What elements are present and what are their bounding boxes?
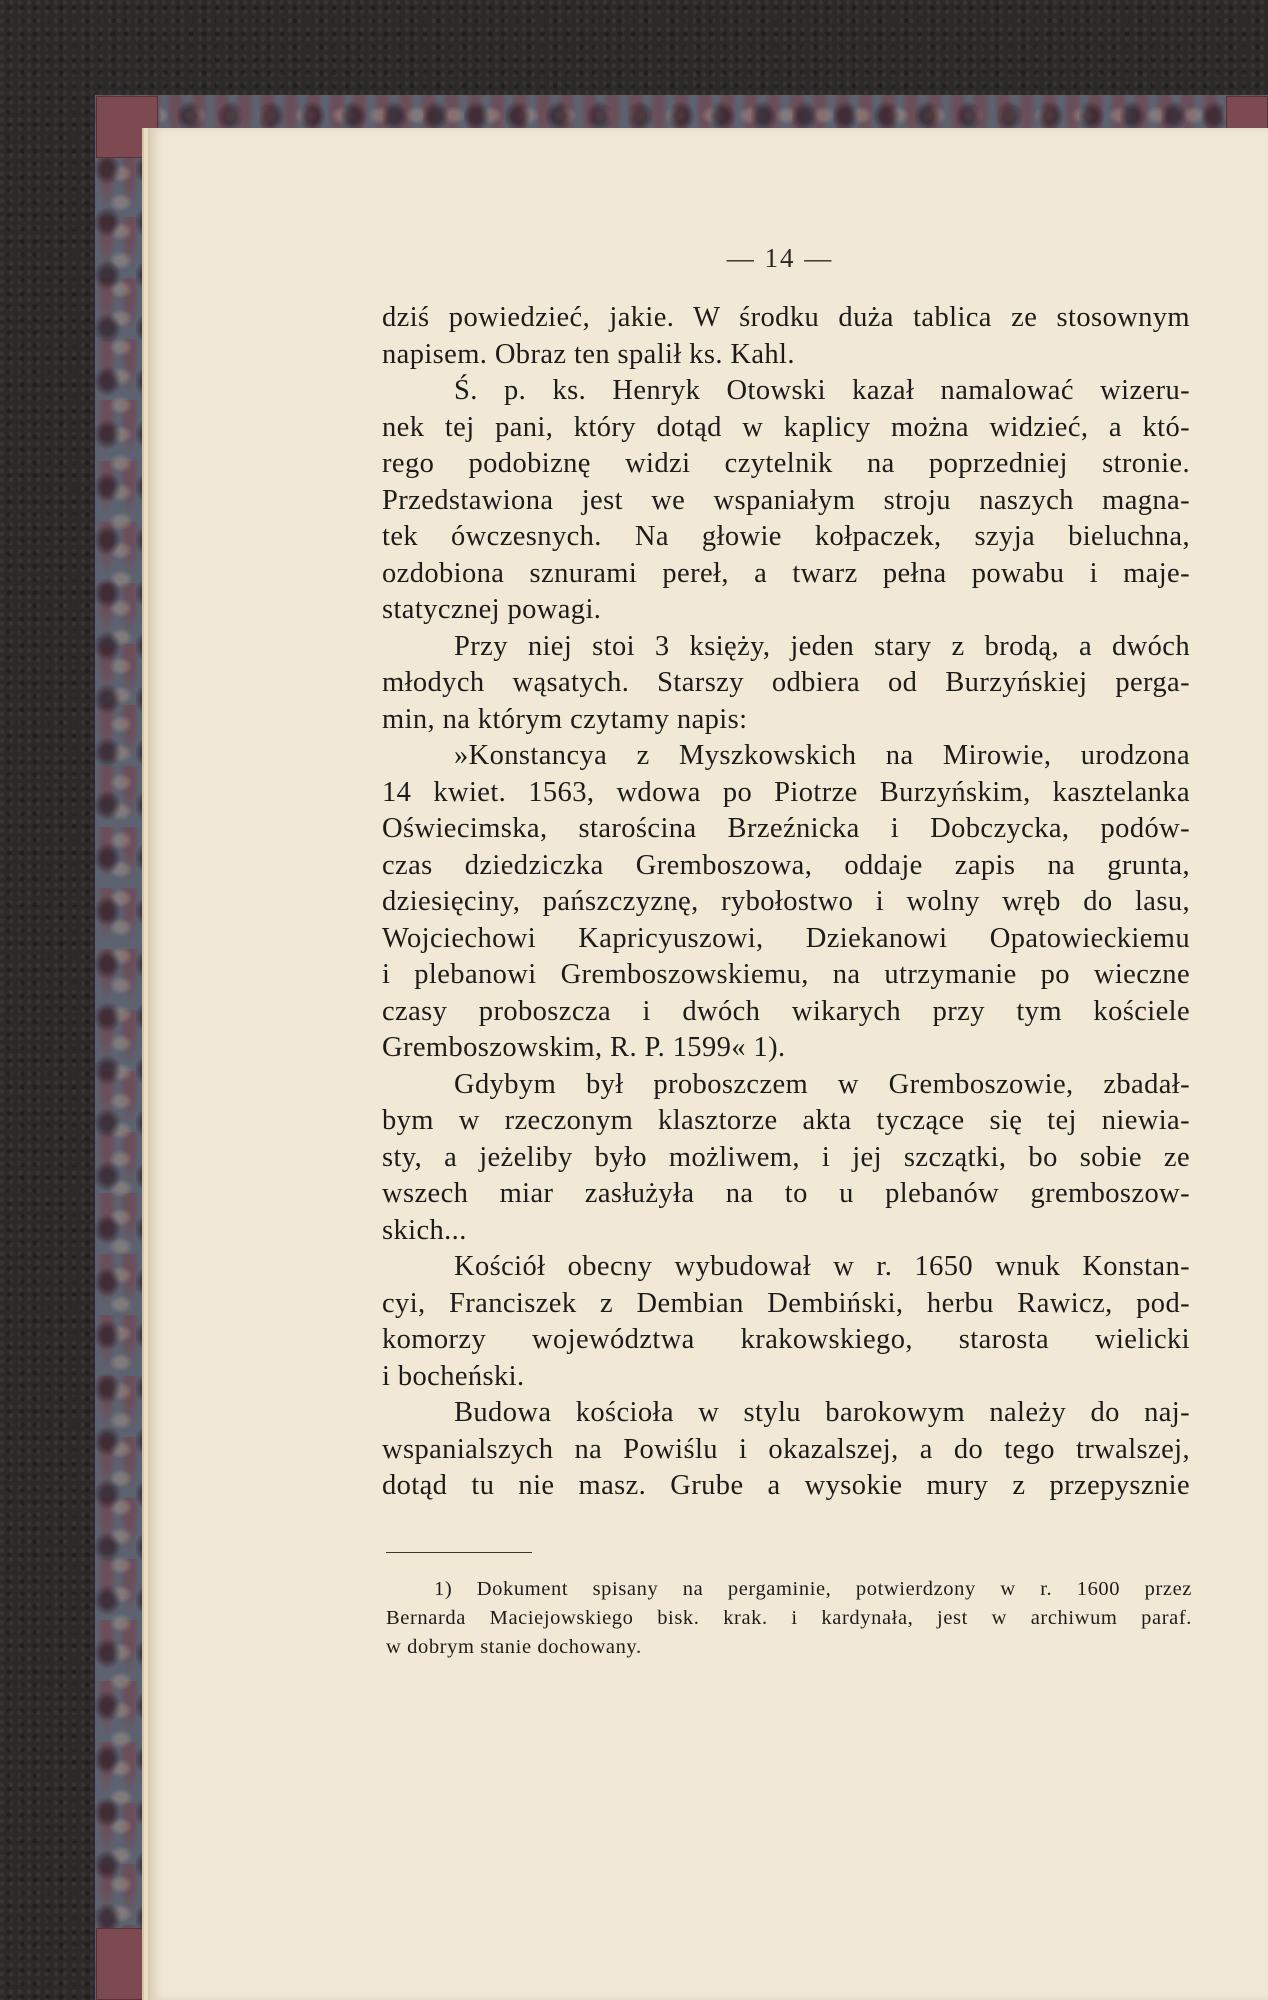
text-line: »Konstancya z Myszkowskich na Mirowie, urodzona bbox=[454, 740, 1190, 771]
text-line: Ś. p. ks. Henryk Otowski kazał namalować wizeru- bbox=[454, 375, 1190, 406]
text-line: Gdybym był proboszczem w Gremboszowie, zbadał- bbox=[454, 1068, 1190, 1100]
footnotes bbox=[386, 1575, 1192, 1662]
text-line: rego podobiznę widzi czytelnik na poprzedniej stronie. bbox=[382, 448, 1190, 479]
page-number: — 14 — bbox=[726, 243, 834, 273]
text-line: i bocheński. bbox=[382, 1360, 525, 1392]
cover-corner bbox=[96, 96, 158, 158]
text-line: tek ówczesnych. Na głowie kołpaczek, szyja bieluchna, bbox=[382, 521, 1190, 552]
text-line: wspanialszych na Powiślu i okazalszej, a do tego trwalszej, bbox=[382, 1433, 1190, 1465]
text-line: ozdobiona sznurami pereł, a twarz pełna powabu i maje- bbox=[382, 557, 1190, 589]
text-line: czasy proboszcza i dwóch wikarych przy tym kościele bbox=[382, 995, 1190, 1027]
text-line: młodych wąsatych. Starszy odbiera od Burzyńskiej perga- bbox=[382, 667, 1190, 698]
text-line: cyi, Franciszek z Dembian Dembiński, herbu Rawicz, pod- bbox=[382, 1287, 1190, 1319]
text-line: sty, a jeżeliby było możliwem, i jej szczątki, bo sobie ze bbox=[382, 1141, 1190, 1173]
text-line: 14 kwiet. 1563, wdowa po Piotrze Burzyńskim, kasztelanka bbox=[382, 776, 1190, 808]
body-text bbox=[382, 300, 1190, 1505]
text-line: czas dziedziczka Gremboszowa, oddaje zapis na grunta, bbox=[382, 849, 1190, 881]
text-line: komorzy województwa krakowskiego, starosta wielicki bbox=[382, 1324, 1190, 1355]
text-line: bym w rzeczonym klasztorze akta tyczące się tej niewia- bbox=[382, 1105, 1190, 1136]
text-line: napisem. Obraz ten spalił ks. Kahl. bbox=[382, 338, 795, 370]
text-line: Przy niej stoi 3 księży, jeden stary z brodą, a dwóch bbox=[454, 630, 1190, 662]
text-line: wszech miar zasłużyła na to u plebanów gremboszow- bbox=[382, 1178, 1190, 1209]
text-line: min, na którym czytamy napis: bbox=[382, 703, 748, 735]
footnote-line: w dobrym stanie dochowany. bbox=[386, 1636, 642, 1658]
text-line: Wojciechowi Kapricyuszowi, Dziekanowi Opatowieckiemu bbox=[382, 922, 1190, 954]
text-line: Gremboszowskim, R. P. 1599« 1). bbox=[382, 1032, 786, 1063]
text-line: nek tej pani, który dotąd w kaplicy można widzieć, a któ- bbox=[382, 411, 1190, 443]
text-line: skich... bbox=[382, 1214, 467, 1246]
text-line: dziś powiedzieć, jakie. W środku duża tablica ze stosownym bbox=[382, 302, 1190, 333]
text-line: Przedstawiona jest we wspaniałym stroju naszych magna- bbox=[382, 484, 1190, 516]
text-line: statycznej powagi. bbox=[382, 594, 602, 625]
text-line: dotąd tu nie masz. Grube a wysokie mury z przepysznie bbox=[382, 1470, 1190, 1501]
footnote-line: 1) Dokument spisany na pergaminie, potwierdzony w r. 1600 przez bbox=[434, 1578, 1192, 1600]
footnote-line: Bernarda Maciejowskiego bisk. krak. i kardynała, jest w archiwum paraf. bbox=[386, 1607, 1192, 1629]
text-line: Oświecimska, starościna Brzeźnicka i Dobczycka, podów- bbox=[382, 813, 1190, 844]
cover-corner bbox=[96, 1928, 158, 2000]
footnote-rule bbox=[386, 1552, 532, 1553]
text-line: Kościół obecny wybudował w r. 1650 wnuk Konstan- bbox=[454, 1251, 1190, 1282]
text-line: dziesięciny, pańszczyznę, rybołostwo i wolny wręb do lasu, bbox=[382, 886, 1190, 917]
text-line: Budowa kościoła w stylu barokowym należy do naj- bbox=[454, 1397, 1190, 1428]
text-line: i plebanowi Gremboszowskiemu, na utrzymanie po wieczne bbox=[382, 959, 1190, 990]
